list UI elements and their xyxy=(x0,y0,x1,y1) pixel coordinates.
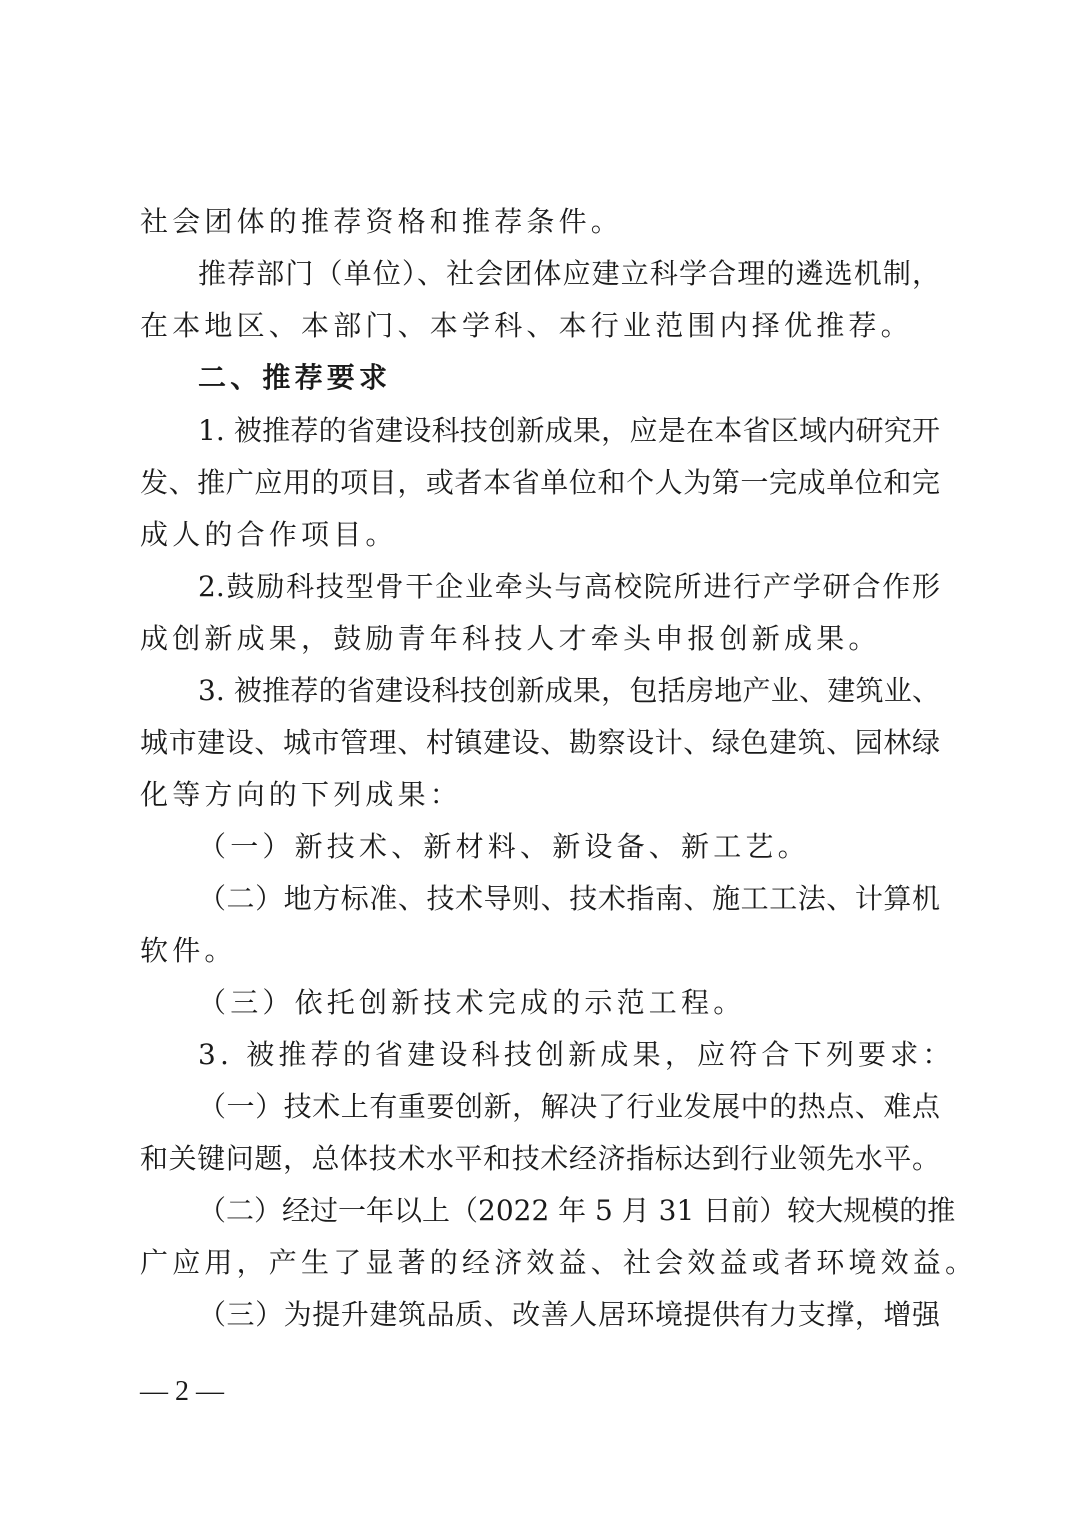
paragraph-line: 发、推广应用的项目，或者本省单位和个人为第一完成单位和完 xyxy=(140,466,940,499)
paragraph-line: 成创新成果，鼓励青年科技人才牵头申报创新成果。 xyxy=(140,622,881,655)
paragraph-line: （一）技术上有重要创新，解决了行业发展中的热点、难点 xyxy=(198,1090,940,1123)
paragraph-line: 社会团体的推荐资格和推荐条件。 xyxy=(140,205,624,238)
paragraph-line: （二）地方标准、技术导则、技术指南、施工工法、计算机 xyxy=(198,882,940,915)
paragraph-line: 城市建设、城市管理、村镇建设、勘察设计、绿色建筑、园林绿 xyxy=(140,726,940,759)
paragraph-line: 软件。 xyxy=(140,934,237,967)
paragraph-line: 3. 被推荐的省建设科技创新成果，应符合下列要求： xyxy=(198,1038,955,1071)
paragraph-line: 推荐部门（单位）、社会团体应建立科学合理的遴选机制， xyxy=(198,257,940,290)
paragraph-line: 3. 被推荐的省建设科技创新成果，包括房地产业、建筑业、 xyxy=(198,674,940,707)
paragraph-line: 和关键问题，总体技术水平和技术经济指标达到行业领先水平。 xyxy=(140,1142,940,1175)
paragraph-line: （三）为提升建筑品质、改善人居环境提供有力支撑，增强 xyxy=(198,1298,940,1331)
paragraph-line: 广应用，产生了显著的经济效益、社会效益或者环境效益。 xyxy=(140,1246,978,1279)
paragraph-line: 1. 被推荐的省建设科技创新成果，应是在本省区域内研究开 xyxy=(198,414,940,447)
page-number: — 2 — xyxy=(140,1376,224,1407)
paragraph-line: （二）经过一年以上（2022 年 5 月 31 日前）较大规模的推 xyxy=(198,1194,956,1227)
paragraph-line: 成人的合作项目。 xyxy=(140,518,398,551)
paragraph-line: （一）新技术、新材料、新设备、新工艺。 xyxy=(198,830,810,863)
section-heading: 二、推荐要求 xyxy=(198,361,392,394)
paragraph-line: （三）依托创新技术完成的示范工程。 xyxy=(198,986,746,1019)
paragraph-line: 2.鼓励科技型骨干企业牵头与高校院所进行产学研合作形 xyxy=(198,570,940,603)
paragraph-line: 在本地区、本部门、本学科、本行业范围内择优推荐。 xyxy=(140,309,913,342)
paragraph-line: 化等方向的下列成果： xyxy=(140,778,463,811)
